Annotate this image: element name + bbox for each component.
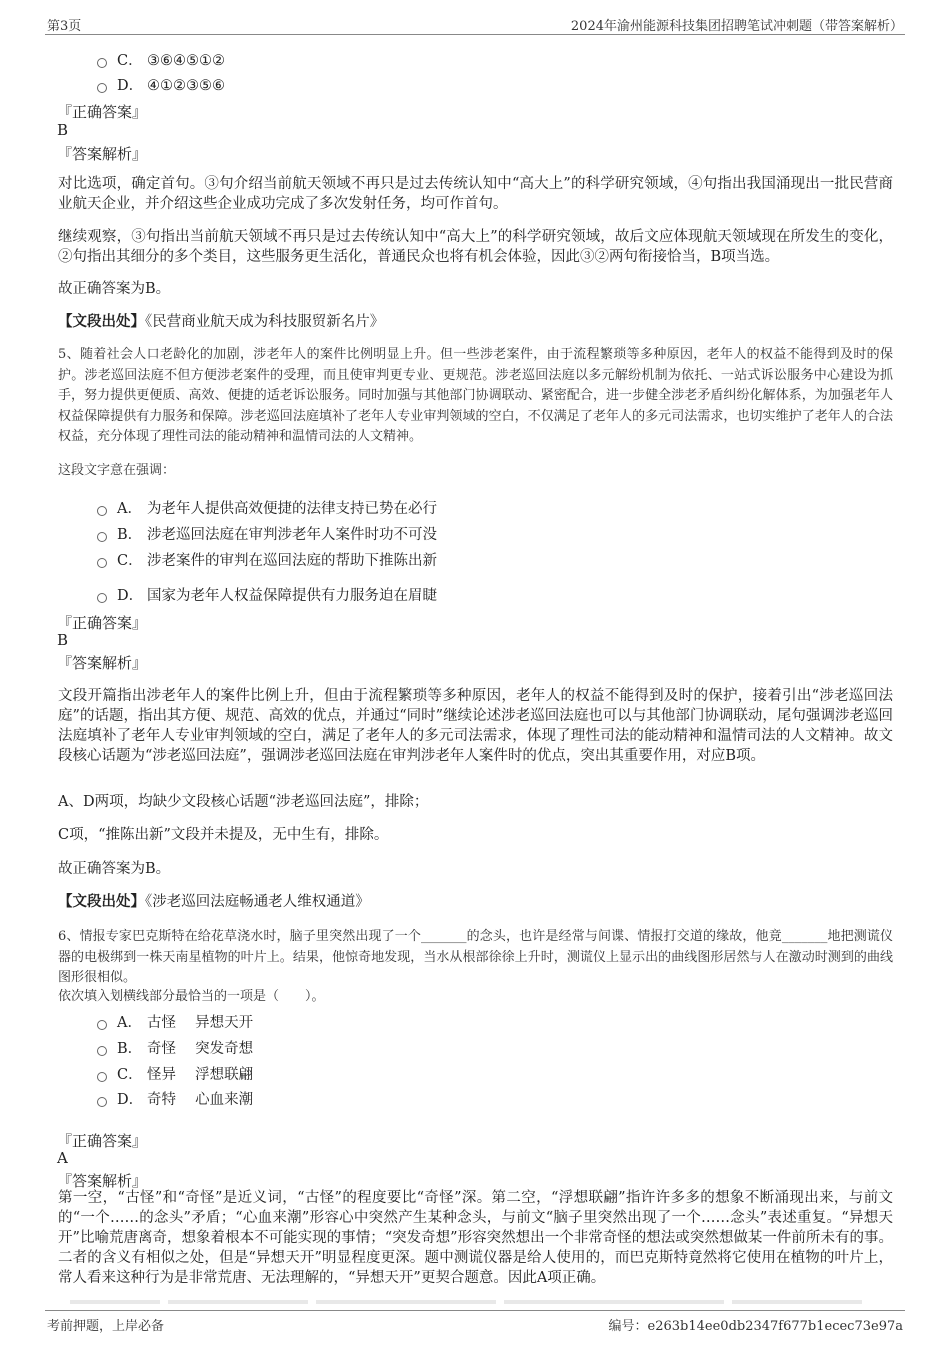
- q5-analysis-p2: A、D两项，均缺少文段核心话题“涉老巡回法庭”，排除；: [58, 794, 429, 810]
- cut-off-text-line: [70, 1292, 890, 1304]
- q5-correct-answer: B: [57, 631, 69, 649]
- header-divider: [45, 34, 905, 35]
- q4-correct-label: 『正确答案』: [57, 103, 148, 121]
- footer-code: 编号：e263b14ee0db2347f677b1ecec73e97a: [608, 1319, 903, 1334]
- q5-stem: 5、随着社会人口老龄化的加剧，涉老年人的案件比例明显上升。但一些涉老案件，由于流程繁琐等多种原因，老年人的权益不能得到及时的保护。涉老巡回法庭不但方便涉老案件的受理，而且使审判更专业、更规范。涉老巡回法庭以多元解纷机制为依托、一站式诉讼服务中心建设为抓手，努力提供更便质、高效、便捷的适老诉讼服务。同时加强与其他部门协调联动、紧密配合，进一步健全涉老矛盾纠纷化解体系，为加强老年人权益保障提供有力服务和保障。涉老巡回法庭填补了老年人专业审判领域的空白，不仅满足了老年人的多元司法需求，也切实维护了老年人的合法权益，充分体现了理性司法的能动精神和温情司法的人文精神。: [58, 347, 893, 444]
- radio-icon[interactable]: [97, 506, 107, 516]
- q5-analysis-label: 『答案解析』: [57, 654, 148, 672]
- footer-slogan: 考前押题，上岸必备: [47, 1319, 165, 1334]
- radio-icon[interactable]: [97, 1046, 107, 1056]
- q6-option-d[interactable]: D． 奇特 心血来潮: [97, 1088, 253, 1109]
- footer-divider: [45, 1310, 905, 1311]
- q5-correct-label: 『正确答案』: [57, 614, 148, 632]
- q4-analysis-p2: 继续观察，③句指出当前航天领域不再只是过去传统认知中“高大上”的科学研究领域，故后文应体现航天领域现在所发生的变化，②句指出其细分的多个类目，这些服务更生活化，普通民众也将有机会体验，因此③②两句衔接恰当，B项当选。: [58, 229, 893, 265]
- q4-option-d[interactable]: D． ④①②③⑤⑥: [97, 74, 225, 95]
- radio-icon[interactable]: [97, 1020, 107, 1030]
- q6-prompt: 依次填入划横线部分最恰当的一项是（ ）。: [58, 989, 325, 1004]
- q4-correct-answer: B: [57, 121, 69, 139]
- radio-icon[interactable]: [97, 1072, 107, 1082]
- q6-option-c[interactable]: C． 怪异 浮想联翩: [97, 1063, 253, 1084]
- q5-option-b[interactable]: B． 涉老巡回法庭在审判涉老年人案件时功不可没: [97, 523, 437, 544]
- q4-option-c[interactable]: C． ③⑥④⑤①②: [97, 49, 225, 70]
- q5-analysis-p4: 故正确答案为B。: [58, 861, 171, 877]
- q6-analysis-label: 『答案解析』: [57, 1172, 148, 1190]
- q5-source: 【文段出处】《涉老巡回法庭畅通老人维权通道》: [58, 893, 370, 910]
- q4-analysis-p1: 对比选项，确定首句。③句介绍当前航天领域不再只是过去传统认知中“高大上”的科学研究领域，④句指出我国涌现出一批民营商业航天企业，并介绍这些企业成功完成了多次发射任务，均可作首句。: [58, 176, 893, 212]
- radio-icon[interactable]: [97, 1097, 107, 1107]
- q5-option-a[interactable]: A． 为老年人提供高效便捷的法律支持已势在必行: [97, 497, 437, 518]
- radio-icon[interactable]: [97, 58, 107, 68]
- q6-analysis: 第一空，“古怪”和“奇怪”是近义词，“古怪”的程度要比“奇怪”深。第二空，“浮想联翩”指许许多多的想象不断涌现出来，与前文的“一个……的念头”矛盾；“心血来潮”形容心中突然产生某种念头，与前文“脑子里突然出现了一个……念头”表述重复。“异想天开”比喻荒唐离奇，想象着根本不可能实现的事情；“突发奇想”形容突然想出一个非常奇怪的想法或突然想做某一件前所未有的事。二者的含义有相似之处，但是“异想天开”明显程度更深。题中测谎仪器是给人使用的，而巴克斯特竟然将它使用在植物的叶片上，常人看来这种行为是非常荒唐、无法理解的，“异想天开”更契合题意。因此A项正确。: [58, 1190, 893, 1286]
- page-number: 第3页: [47, 19, 82, 34]
- q6-correct-label: 『正确答案』: [57, 1132, 148, 1150]
- q4-analysis-p3: 故正确答案为B。: [58, 281, 171, 297]
- radio-icon[interactable]: [97, 558, 107, 568]
- q5-analysis-p1: 文段开篇指出涉老年人的案件比例上升，但由于流程繁琐等多种原因，老年人的权益不能得到及时的保护，接着引出“涉老巡回法庭”的话题，指出其方便、规范、高效的优点，并通过“同时”继续论述涉老巡回法庭也可以与其他部门协调联动，尾句强调涉老巡回法庭填补了老年人专业审判领域的空白，满足了老年人的多元司法需求，体现了理性司法的能动精神和温情司法的人文精神。故文段核心话题为“涉老巡回法庭”，强调涉老巡回法庭在审判涉老年人案件时的优点，突出其重要作用，对应B项。: [58, 688, 893, 764]
- radio-icon[interactable]: [97, 532, 107, 542]
- radio-icon[interactable]: [97, 593, 107, 603]
- document-title: 2024年渝州能源科技集团招聘笔试冲刺题（带答案解析）: [570, 19, 903, 34]
- q6-stem: 6、情报专家巴克斯特在给花草浇水时，脑子里突然出现了一个_______的念头，也许是经常与间谍、情报打交道的缘故，他竟_______地把测谎仪器的电极绑到一株天南星植物的叶片上。结果，他惊奇地发现，当水从根部徐徐上升时，测谎仪上显示出的曲线图形居然与人在激动时测到的曲线图形很相似。: [58, 929, 893, 985]
- q4-source: 【文段出处】《民营商业航天成为科技服贸新名片》: [58, 313, 385, 330]
- q5-prompt: 这段文字意在强调：: [58, 463, 176, 478]
- q5-option-c[interactable]: C． 涉老案件的审判在巡回法庭的帮助下推陈出新: [97, 549, 437, 570]
- radio-icon[interactable]: [97, 83, 107, 93]
- q5-option-d[interactable]: D． 国家为老年人权益保障提供有力服务迫在眉睫: [97, 584, 437, 605]
- q6-option-a[interactable]: A． 古怪 异想天开: [97, 1011, 253, 1032]
- q6-correct-answer: A: [57, 1149, 68, 1167]
- q4-analysis-label: 『答案解析』: [57, 145, 148, 163]
- q6-option-b[interactable]: B． 奇怪 突发奇想: [97, 1037, 253, 1058]
- q5-analysis-p3: C项，“推陈出新”文段并未提及，无中生有，排除。: [58, 827, 389, 843]
